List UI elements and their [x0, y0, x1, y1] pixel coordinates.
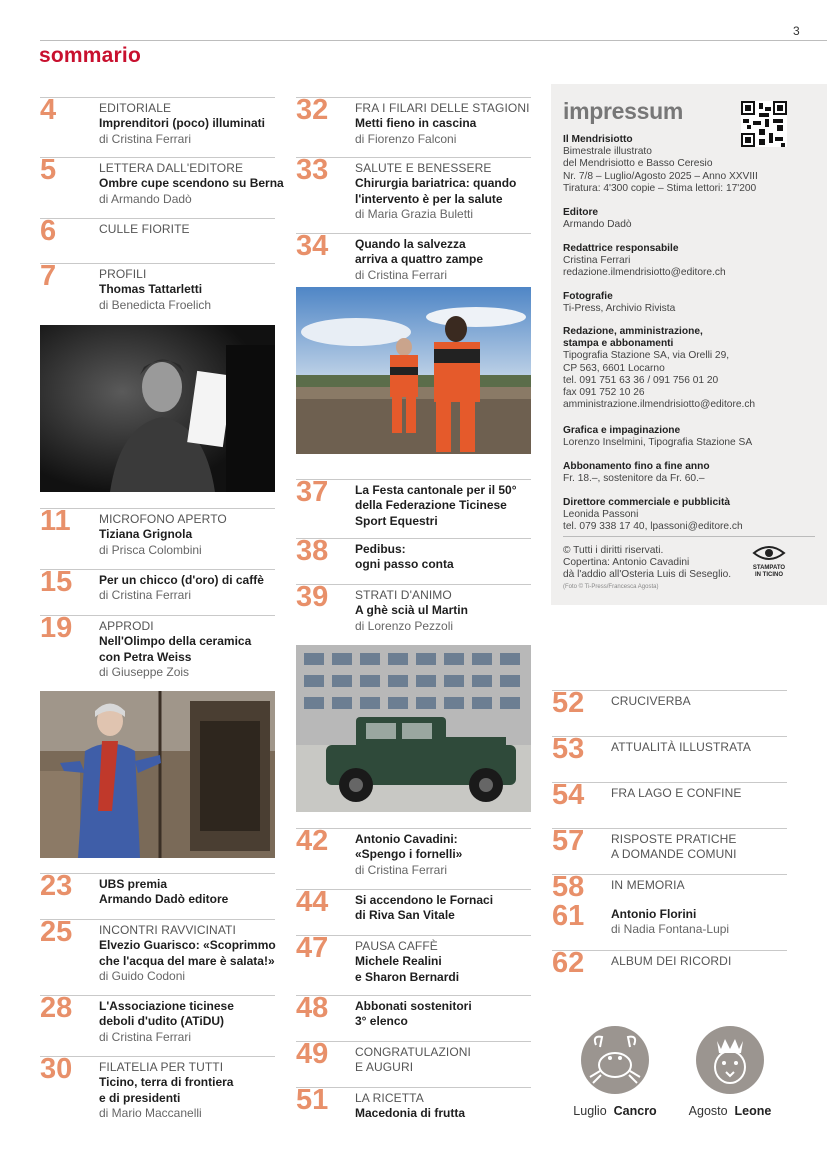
photo-credit: (Foto © Ti-Press/Francesca Agosta) — [563, 584, 659, 590]
toc-page-number: 53 — [552, 733, 585, 765]
cancer-sign-icon — [580, 1025, 650, 1095]
toc-headline: Pedibus: — [355, 542, 406, 556]
toc-author: di Cristina Ferrari — [99, 588, 192, 603]
toc-headline: A ghè scià ul Martin — [355, 603, 468, 618]
toc-headline: e di presidenti — [99, 1090, 181, 1105]
toc-category: LETTERA DALL'EDITORE — [99, 161, 244, 175]
toc-headline: della Federazione Ticinese — [355, 498, 507, 513]
toc-text — [611, 786, 742, 801]
toc-entry-47[interactable] — [296, 932, 531, 984]
impressum-box — [551, 84, 827, 605]
toc-author: di Prisca Colombini — [99, 542, 202, 557]
page-number: 3 — [793, 24, 800, 38]
toc-headline: Sport Equestri — [355, 513, 438, 528]
toc-text — [99, 512, 227, 558]
zodiac-month-august: Agosto — [688, 1104, 728, 1118]
toc-headline: 3° elenco — [355, 1014, 408, 1029]
toc-category: EDITORIALE — [99, 101, 172, 115]
toc-category: MICROFONO APERTO — [99, 512, 227, 526]
toc-headline: Armando Dadò editore — [99, 892, 229, 907]
toc-headline: Ombre cupe scendono su Berna — [99, 176, 284, 191]
toc-text — [99, 877, 228, 908]
toc-page-number: 49 — [296, 1038, 329, 1070]
toc-headline: arriva a quattro zampe — [355, 252, 484, 267]
toc-category: FRA LAGO E CONFINE — [611, 786, 742, 800]
toc-category: E AUGURI — [355, 1060, 414, 1075]
toc-entry-48[interactable] — [296, 992, 531, 1035]
toc-page-number: 44 — [296, 886, 329, 918]
toc-author: di Giuseppe Zois — [99, 665, 190, 680]
photo-thomas-tattarletti — [40, 325, 275, 492]
toc-text — [355, 161, 516, 223]
toc-entry-15[interactable] — [40, 566, 275, 609]
toc-text — [355, 832, 462, 878]
toc-page-number: 6 — [40, 215, 57, 247]
toc-text — [99, 923, 276, 985]
toc-text — [355, 939, 459, 985]
toc-category: APPRODI — [99, 619, 154, 633]
toc-text — [611, 832, 737, 863]
toc-entry-49[interactable] — [296, 1038, 531, 1081]
toc-text — [355, 588, 468, 634]
toc-category: IN MEMORIA — [611, 878, 685, 892]
impressum-fotografie: Fotografie Ti-Press, Archivio Rivista — [563, 291, 676, 315]
toc-page-number: 38 — [296, 535, 329, 567]
toc-author: di Fiorenzo Falconi — [355, 131, 457, 146]
toc-entry-57[interactable] — [552, 825, 787, 868]
toc-entry-25[interactable] — [40, 916, 276, 984]
toc-entry-44[interactable] — [296, 886, 531, 929]
toc-category: STRATI D'ANIMO — [355, 588, 452, 602]
toc-entry-33[interactable] — [296, 154, 531, 222]
toc-text — [355, 237, 483, 283]
toc-text — [99, 267, 211, 313]
toc-headline: Ticino, terra di frontiera — [99, 1075, 234, 1090]
toc-text — [99, 619, 251, 681]
toc-headline: Chirurgia bariatrica: quando — [355, 176, 517, 191]
toc-page-number: 54 — [552, 779, 585, 811]
toc-author: di Guido Codoni — [99, 969, 186, 984]
toc-entry-53[interactable] — [552, 733, 787, 776]
toc-text — [611, 907, 729, 938]
impressum-redazione: Redazione, amministrazione, stampa e abbonamenti Tipografia Stazione SA, via Orelli 29, CP 563, 6601 Locarno tel. 091 751 63 36 / 091 756 01 20 fax 091 752 10 26 amministrazione.ilmendrisiotto@editore.ch — [563, 326, 756, 411]
toc-page-number: 52 — [552, 687, 585, 719]
toc-author: di Armando Dadò — [99, 191, 192, 206]
toc-entry-30[interactable] — [40, 1053, 275, 1121]
toc-text — [99, 999, 234, 1045]
toc-text — [355, 101, 530, 147]
toc-headline: Per un chicco (d'oro) di caffè — [99, 573, 264, 587]
toc-headline: Imprenditori (poco) illuminati — [99, 116, 265, 131]
leo-sign-icon — [695, 1025, 765, 1095]
toc-headline: «Spengo i fornelli» — [355, 847, 463, 862]
toc-headline: che l'acqua del mare è salata!» — [99, 953, 275, 968]
toc-category: RISPOSTE PRATICHE — [611, 832, 737, 846]
eye-icon — [752, 544, 786, 562]
toc-text — [99, 161, 284, 207]
impressum-magazine: Il Mendrisiotto Bimestrale illustrato del Mendrisiotto e Basso Ceresio Nr. 7/8 – Luglio/Agosto 2025 – Anno XXVIII Tiratura: 4'300 copie – Stima lettori: 17'200 — [563, 134, 758, 194]
impressum-editore: Editore Armando Dadò — [563, 207, 632, 231]
impressum-divider — [563, 536, 815, 537]
toc-headline: Antonio Florini — [611, 907, 697, 921]
toc-page-number: 33 — [296, 154, 329, 186]
toc-category: FILATELIA PER TUTTI — [99, 1060, 224, 1074]
impressum-title: impressum — [563, 98, 684, 124]
toc-page-number: 42 — [296, 825, 329, 857]
toc-category: A DOMANDE COMUNI — [611, 847, 737, 862]
toc-page-number: 58 — [552, 871, 585, 903]
toc-text — [611, 954, 731, 969]
toc-entry-23[interactable] — [40, 870, 275, 913]
page-title: sommario — [39, 44, 141, 67]
toc-page-number: 19 — [40, 612, 73, 644]
toc-author: di Cristina Ferrari — [355, 862, 448, 877]
toc-category: PROFILI — [99, 267, 147, 281]
toc-entry-54[interactable] — [552, 779, 787, 822]
toc-author: di Benedicta Froelich — [99, 297, 212, 312]
toc-text — [355, 999, 472, 1030]
toc-page-number: 25 — [40, 916, 73, 948]
toc-author: di Cristina Ferrari — [99, 131, 192, 146]
toc-text — [611, 740, 751, 755]
toc-page-number: 39 — [296, 581, 329, 613]
toc-page-number: 30 — [40, 1053, 73, 1085]
toc-page-number: 5 — [40, 154, 57, 186]
toc-entry-39[interactable] — [296, 581, 531, 633]
toc-entry-62[interactable] — [552, 947, 787, 990]
toc-entry-28[interactable] — [40, 992, 275, 1044]
toc-headline: Quando la salvezza — [355, 237, 466, 251]
zodiac-cancro — [560, 1025, 670, 1118]
zodiac-month-july: Luglio — [573, 1104, 607, 1118]
toc-headline: Tiziana Grignola — [99, 527, 193, 542]
toc-entry-38[interactable] — [296, 535, 531, 578]
toc-headline: Abbonati sostenitori — [355, 999, 472, 1013]
toc-headline: Michele Realini — [355, 954, 442, 969]
toc-text — [99, 573, 264, 604]
toc-text — [611, 878, 685, 893]
toc-author: di Lorenzo Pezzoli — [355, 618, 454, 633]
toc-page-number: 15 — [40, 566, 73, 598]
toc-headline: Metti fieno in cascina — [355, 116, 477, 131]
toc-headline: Antonio Cavadini: — [355, 832, 458, 846]
photo-vintage-car — [296, 645, 531, 812]
toc-headline: con Petra Weiss — [99, 649, 192, 664]
toc-entry-51[interactable] — [296, 1084, 531, 1127]
toc-category: CRUCIVERBA — [611, 694, 691, 708]
toc-headline: Elvezio Guarisco: «Scoprimmo — [99, 938, 276, 953]
toc-headline: Nell'Olimpo della ceramica — [99, 634, 252, 649]
toc-headline: Macedonia di frutta — [355, 1106, 466, 1121]
toc-page-number: 57 — [552, 825, 585, 857]
toc-category: PAUSA CAFFÈ — [355, 939, 438, 953]
toc-page-number: 48 — [296, 992, 329, 1024]
toc-page-number: 37 — [296, 476, 329, 508]
toc-entry-19[interactable] — [40, 612, 275, 680]
toc-category: ALBUM DEI RICORDI — [611, 954, 732, 968]
toc-entry-6[interactable] — [40, 215, 275, 258]
toc-text — [99, 222, 190, 237]
toc-category: LA RICETTA — [355, 1091, 424, 1105]
toc-page-number: 47 — [296, 932, 329, 964]
toc-page-number: 11 — [40, 505, 71, 537]
toc-author: di Nadia Fontana-Lupi — [611, 922, 730, 937]
toc-entry-37[interactable] — [296, 476, 531, 528]
impressum-copyright: © Tutti i diritti riservati. Copertina: Antonio Cavadini dà l'addio all'Osteria Luis di Seseglio. — [563, 545, 732, 581]
impressum-redattrice: Redattrice responsabile Cristina Ferrari redazione.ilmendrisiotto@editore.ch — [563, 243, 726, 279]
toc-headline: ogni passo conta — [355, 557, 454, 572]
toc-text — [355, 542, 454, 573]
toc-category: CULLE FIORITE — [99, 222, 190, 236]
toc-text — [355, 1091, 465, 1122]
toc-author: di Maria Grazia Buletti — [355, 207, 474, 222]
toc-headline: deboli d'udito (ATiDU) — [99, 1014, 225, 1029]
toc-page-number: 34 — [296, 230, 329, 262]
toc-headline: La Festa cantonale per il 50° — [355, 483, 517, 497]
toc-entry-4[interactable] — [40, 94, 275, 146]
toc-text — [99, 101, 265, 147]
toc-author: di Cristina Ferrari — [355, 267, 448, 282]
toc-entry-42[interactable] — [296, 825, 531, 877]
toc-text — [611, 694, 691, 709]
toc-page-number: 61 — [552, 900, 585, 932]
toc-entry-34[interactable] — [296, 230, 531, 282]
impressum-grafica: Grafica e impaginazione Lorenzo Inselmini, Tipografia Stazione SA — [563, 425, 753, 449]
toc-entry-7[interactable] — [40, 260, 275, 312]
toc-entry-11[interactable] — [40, 505, 275, 557]
toc-page-number: 32 — [296, 94, 329, 126]
header-rule — [40, 40, 827, 41]
toc-author: di Mario Maccanelli — [99, 1106, 202, 1121]
zodiac-sign-leone: Leone — [734, 1104, 772, 1118]
toc-author: di Cristina Ferrari — [99, 1029, 192, 1044]
toc-category: INCONTRI RAVVICINATI — [99, 923, 236, 937]
toc-text — [355, 483, 517, 529]
toc-page-number: 62 — [552, 947, 585, 979]
toc-entry-61[interactable] — [552, 900, 787, 944]
zodiac-leone — [675, 1025, 785, 1118]
zodiac-sign-cancro: Cancro — [613, 1104, 657, 1118]
toc-headline: di Riva San Vitale — [355, 908, 455, 923]
toc-entry-52[interactable] — [552, 687, 787, 730]
toc-category: FRA I FILARI DELLE STAGIONI — [355, 101, 530, 115]
toc-page-number: 23 — [40, 870, 73, 902]
toc-headline: Si accendono le Fornaci — [355, 893, 494, 907]
toc-text — [355, 893, 493, 924]
toc-page-number: 4 — [40, 94, 57, 126]
impressum-direttore: Direttore commerciale e pubblicità Leonida Passoni tel. 079 338 17 40, lpassoni@editore.ch — [563, 497, 743, 533]
toc-entry-32[interactable] — [296, 94, 531, 146]
photo-petra-weiss — [40, 691, 275, 858]
toc-page-number: 28 — [40, 992, 73, 1024]
toc-headline: UBS premia — [99, 877, 168, 891]
toc-headline: L'Associazione ticinese — [99, 999, 234, 1013]
toc-entry-5[interactable] — [40, 154, 284, 206]
toc-category: ATTUALITÀ ILLUSTRATA — [611, 740, 752, 754]
toc-category: CONGRATULAZIONI — [355, 1045, 471, 1059]
toc-page-number: 51 — [296, 1084, 329, 1116]
toc-text — [99, 1060, 233, 1122]
impressum-abbonamento: Abbonamento fino a fine anno Fr. 18.–, sostenitore da Fr. 60.– — [563, 461, 710, 485]
photo-redog-rescuers — [296, 287, 531, 454]
toc-headline: l'intervento è per la salute — [355, 191, 503, 206]
stampato-in-ticino-logo: STAMPATO IN TICINO — [749, 544, 789, 579]
toc-headline: Thomas Tattarletti — [99, 282, 203, 297]
toc-category: SALUTE E BENESSERE — [355, 161, 492, 175]
toc-headline: e Sharon Bernardi — [355, 969, 460, 984]
toc-page-number: 7 — [40, 260, 57, 292]
toc-text — [355, 1045, 471, 1076]
